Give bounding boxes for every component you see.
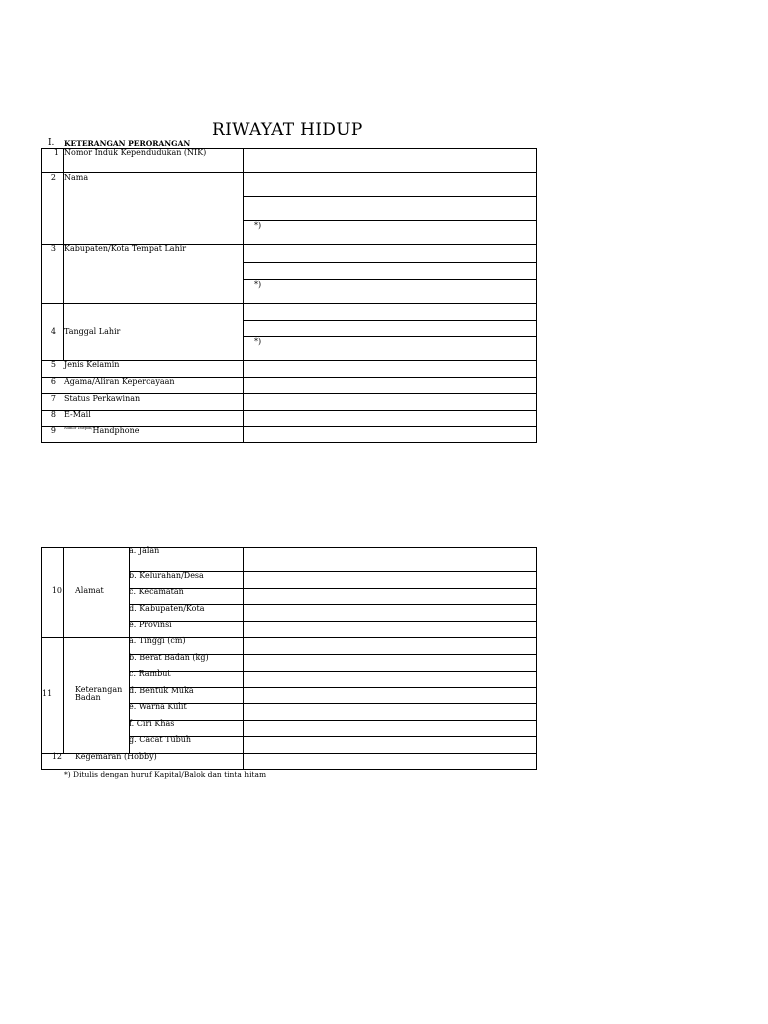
row-number: 3 bbox=[50, 244, 56, 253]
note-marker: *) bbox=[254, 280, 262, 289]
address-item: c. Kecamatan bbox=[129, 587, 184, 596]
address-table-grid bbox=[41, 547, 537, 771]
section-label: KETERANGAN PERORANGAN bbox=[64, 139, 191, 148]
address-item: d. Kabupaten/Kota bbox=[129, 604, 205, 613]
row-number: 1 bbox=[53, 148, 59, 157]
body-item: g. Cacat Tubuh bbox=[129, 735, 192, 744]
footnote: *) Ditulis dengan huruf Kapital/Balok dan tinta hitam bbox=[64, 770, 267, 779]
body-item: d. Bentuk Muka bbox=[129, 686, 194, 695]
row-number: 5 bbox=[50, 360, 56, 369]
row-number: 11 bbox=[42, 689, 53, 698]
body-item: f. Ciri Khas bbox=[129, 719, 175, 728]
body-item: a. Tinggi (cm) bbox=[129, 636, 186, 645]
row-label-status-perkawinan: Status Perkawinan bbox=[64, 394, 141, 403]
row-label-agama: Agama/Aliran Kepercayaan bbox=[64, 377, 175, 386]
row-label-tanggal-lahir: Tanggal Lahir bbox=[64, 327, 121, 336]
note-marker: *) bbox=[254, 221, 262, 230]
body-item: e. Warna Kulit bbox=[129, 702, 187, 711]
row-label-email: E-Mail bbox=[64, 410, 91, 419]
address-item: a. Jalan bbox=[129, 546, 160, 555]
label-main: Handphone bbox=[92, 426, 140, 435]
row-label-nik: Nomor Induk Kependudukan (NIK) bbox=[64, 148, 207, 157]
page-title: RIWAYAT HIDUP bbox=[212, 120, 363, 140]
label-prefix: Nomor Telepon/ bbox=[64, 426, 93, 430]
body-label-line1: Keterangan bbox=[75, 685, 123, 694]
row-number: 8 bbox=[50, 410, 56, 419]
body-item: b. Berat Badan (kg) bbox=[129, 653, 209, 662]
row-number: 4 bbox=[50, 327, 56, 336]
address-item: e. Provinsi bbox=[129, 620, 172, 629]
row-label-tempat-lahir: Kabupaten/Kota Tempat Lahir bbox=[64, 244, 187, 253]
body-label-line2: Badan bbox=[75, 693, 101, 702]
row-label-jenis-kelamin: Jenis Kelamin bbox=[64, 360, 120, 369]
section-number: I. bbox=[48, 138, 55, 148]
row-number: 10 bbox=[51, 586, 62, 595]
address-label: Alamat bbox=[75, 586, 104, 595]
row-label-nama: Nama bbox=[64, 173, 89, 182]
hobby-label: Kegemaran (Hobby) bbox=[75, 752, 157, 761]
note-marker: *) bbox=[254, 337, 262, 346]
row-number: 7 bbox=[50, 394, 56, 403]
row-number: 9 bbox=[50, 426, 56, 435]
row-number: 2 bbox=[50, 173, 56, 182]
row-label-handphone bbox=[64, 427, 140, 435]
row-number: 6 bbox=[50, 377, 56, 386]
row-number: 12 bbox=[51, 752, 62, 761]
address-item: b. Kelurahan/Desa bbox=[129, 571, 204, 580]
body-item: c. Rambut bbox=[129, 669, 171, 678]
